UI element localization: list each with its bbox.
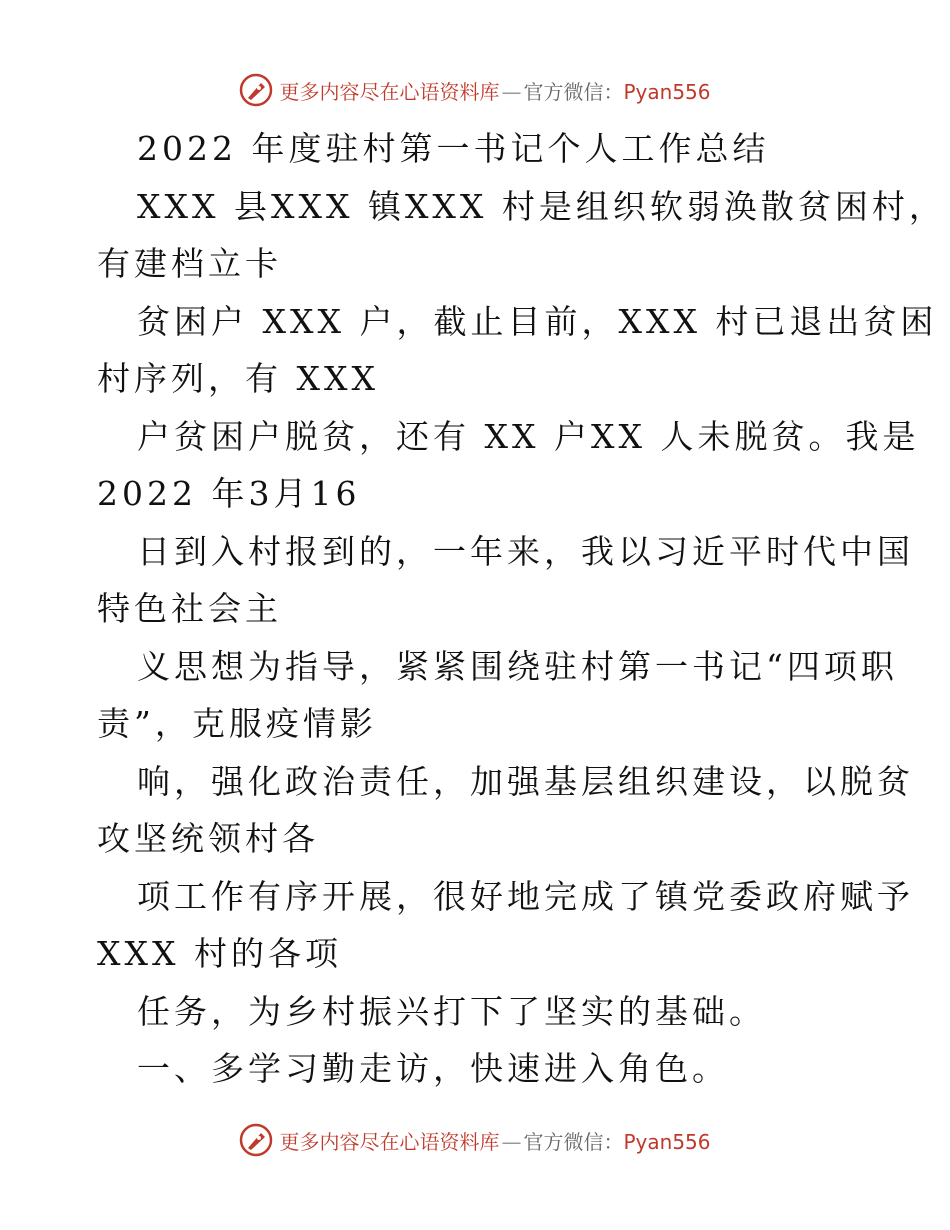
document-line: 一、多学习勤走访，快速进入角色。 xyxy=(137,1049,729,1088)
document-line: 贫困户 XXX 户，截止目前，XXX 村已退出贫困 xyxy=(137,301,938,341)
watermark-main-text: 更多内容尽在心语资料库 xyxy=(279,79,500,104)
footer-watermark xyxy=(0,1120,950,1160)
document-line: 攻坚统领村各 xyxy=(97,819,319,858)
document-line: 责”，克服疫情影 xyxy=(97,704,377,743)
header-watermark xyxy=(0,70,950,110)
pen-nib-logo-icon xyxy=(239,1123,273,1157)
document-line: 特色社会主 xyxy=(97,589,282,628)
document-body xyxy=(97,120,946,1098)
watermark-wechat-id: Pyan556 xyxy=(623,79,711,104)
document-line: 项工作有序开展，很好地完成了镇党委政府赋予 xyxy=(137,876,914,916)
document-line: 义思想为指导，紧紧围绕驻村第一书记“四项职 xyxy=(137,646,898,686)
watermark-official-label: 官方微信： xyxy=(523,1129,624,1154)
watermark-dash: — xyxy=(501,1129,522,1154)
pen-nib-logo-icon xyxy=(239,73,273,107)
document-line: 任务，为乡村振兴打下了坚实的基础。 xyxy=(137,991,766,1031)
document-line: 有建档立卡 xyxy=(97,244,282,283)
watermark-wechat-id: Pyan556 xyxy=(623,1129,711,1154)
watermark-main-text: 更多内容尽在心语资料库 xyxy=(279,1129,500,1154)
document-line: XXX 村的各项 xyxy=(97,934,342,973)
document-line: 村序列，有 XXX xyxy=(97,359,379,398)
document-line: 日到入村报到的，一年来，我以习近平时代中国 xyxy=(137,531,914,571)
document-line: 户贫困户脱贫，还有 XX 户XX 人未脱贫。我是 xyxy=(137,416,920,456)
watermark-dash: — xyxy=(501,79,522,104)
document-line: XXX 县XXX 镇XXX 村是组织软弱涣散贫困村， xyxy=(137,186,946,226)
document-line: 2022 年度驻村第一书记个人工作总结 xyxy=(137,129,770,168)
document-line: 响，强化政治责任，加强基层组织建设，以脱贫 xyxy=(137,761,914,801)
watermark-official-label: 官方微信： xyxy=(523,79,624,104)
document-line: 2022 年3月16 xyxy=(97,474,361,513)
